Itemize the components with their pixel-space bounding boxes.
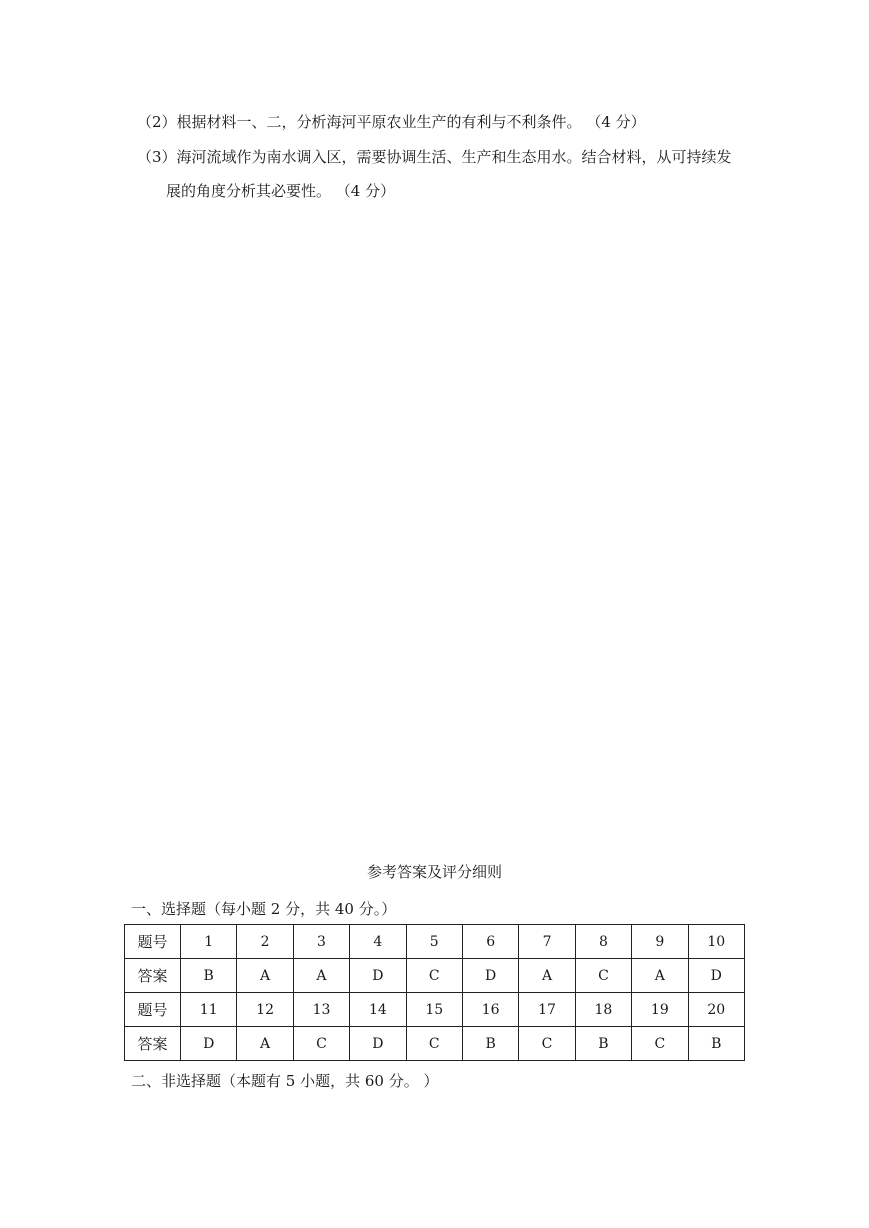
section-1-heading: 一、选择题（每小题 2 分，共 40 分。） <box>131 900 397 918</box>
table-cell: 4 <box>350 925 406 959</box>
table-cell: 11 <box>181 993 237 1027</box>
table-cell: 19 <box>632 993 688 1027</box>
answer-table <box>124 924 745 1061</box>
table-cell: C <box>293 1027 349 1061</box>
table-row <box>125 925 745 959</box>
table-cell: A <box>519 959 575 993</box>
table-cell: 6 <box>462 925 518 959</box>
row-label: 答案 <box>125 1027 181 1061</box>
table-cell: B <box>181 959 237 993</box>
table-cell: B <box>688 1027 744 1061</box>
table-cell: A <box>293 959 349 993</box>
row-label: 题号 <box>125 993 181 1027</box>
table-cell: 14 <box>350 993 406 1027</box>
section-2-heading: 二、非选择题（本题有 5 小题，共 60 分。 ） <box>131 1072 439 1090</box>
table-cell: 13 <box>293 993 349 1027</box>
table-cell: 18 <box>575 993 631 1027</box>
table-cell: 20 <box>688 993 744 1027</box>
table-cell: D <box>350 959 406 993</box>
table-row <box>125 993 745 1027</box>
table-cell: B <box>575 1027 631 1061</box>
table-row <box>125 959 745 993</box>
table-cell: 8 <box>575 925 631 959</box>
table-cell: B <box>462 1027 518 1061</box>
table-cell: 15 <box>406 993 462 1027</box>
table-cell: 5 <box>406 925 462 959</box>
table-cell: 3 <box>293 925 349 959</box>
table-cell: C <box>406 1027 462 1061</box>
table-cell: C <box>406 959 462 993</box>
table-cell: D <box>350 1027 406 1061</box>
table-cell: C <box>632 1027 688 1061</box>
table-cell: 10 <box>688 925 744 959</box>
table-cell: C <box>519 1027 575 1061</box>
table-cell: 1 <box>181 925 237 959</box>
question-2-text: （2）根据材料一、二，分析海河平原农业生产的有利与不利条件。 （4 分） <box>137 113 646 131</box>
table-cell: A <box>237 1027 293 1061</box>
row-label: 答案 <box>125 959 181 993</box>
table-cell: 12 <box>237 993 293 1027</box>
table-cell: 16 <box>462 993 518 1027</box>
table-cell: D <box>688 959 744 993</box>
row-label: 题号 <box>125 925 181 959</box>
question-3-text-line-2: 展的角度分析其必要性。 （4 分） <box>166 182 396 200</box>
table-cell: D <box>462 959 518 993</box>
table-row <box>125 1027 745 1061</box>
answer-key-title: 参考答案及评分细则 <box>366 863 502 881</box>
question-3-text-line-1: （3）海河流域作为南水调入区，需要协调生活、生产和生态用水。结合材料，从可持续发 <box>137 148 732 166</box>
table-cell: 9 <box>632 925 688 959</box>
table-cell: 2 <box>237 925 293 959</box>
table-cell: 17 <box>519 993 575 1027</box>
table-cell: C <box>575 959 631 993</box>
table-cell: 7 <box>519 925 575 959</box>
table-cell: A <box>632 959 688 993</box>
table-cell: D <box>181 1027 237 1061</box>
table-cell: A <box>237 959 293 993</box>
